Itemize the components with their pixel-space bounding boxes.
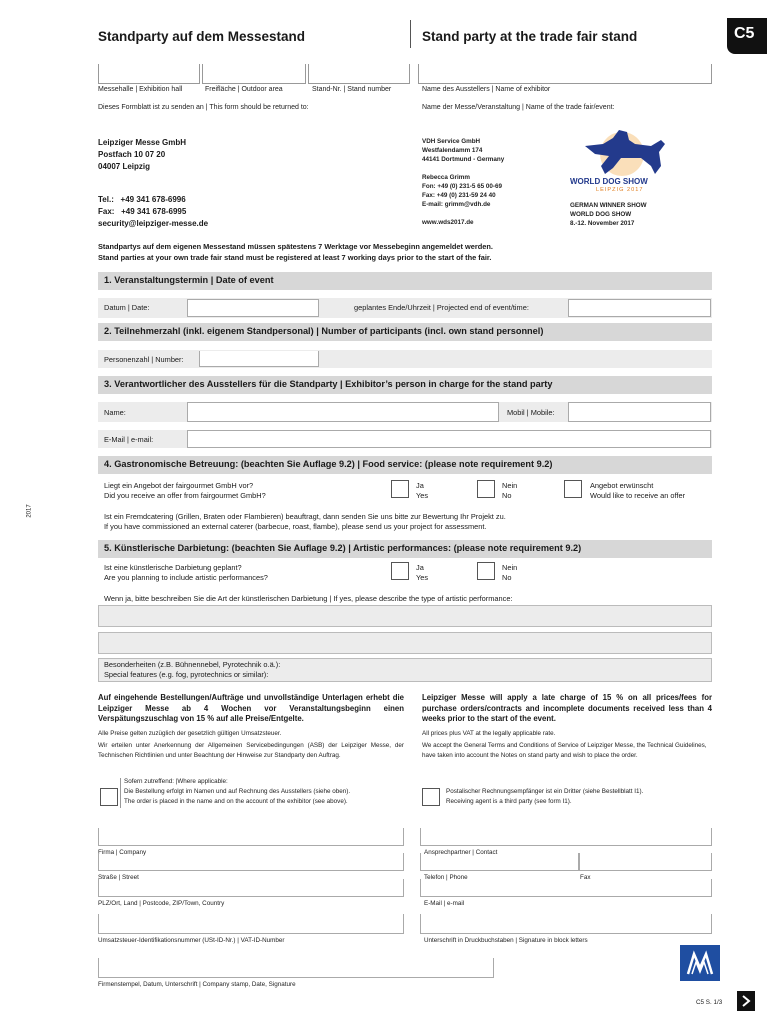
food-offer-de: Angebot erwünscht	[590, 481, 654, 490]
logo-dates: 8.-12. November 2017	[570, 220, 635, 227]
describe-label: Wenn ja, bitte beschreiben Sie die Art der künstlerischen Darbietung | If yes, please describe the type of artistic performance:	[104, 594, 513, 603]
label-hall: Messehalle | Exhibition hall	[98, 86, 183, 93]
address-left-line2: Postfach 10 07 20	[98, 150, 166, 159]
address-right-email: E-mail: grimm@vdh.de	[422, 201, 491, 208]
terms-de-2: Wir erteilen unter Anerkennung der Allgemeinen Servicebedingungen (ASB) der Leipziger Messe, der Technischen Richtlinien und unter Beachtung der Hinweise zur Standparty den Auftrag.	[98, 742, 404, 759]
terms-en-1: All prices plus VAT at the legally applicable rate.	[422, 730, 556, 737]
address-left-line3: 04007 Leipzig	[98, 162, 151, 171]
block-letters-label: Unterschrift in Druckbuchstaben | Signature in block letters	[424, 937, 588, 944]
street-field[interactable]	[98, 853, 404, 871]
terms-de-bold: Auf eingehende Bestellungen/Aufträge und unvollständige Unterlagen erhebt die Leipziger Messe ab 4 Wochen vor Veranstaltungsbeginn einen Verspätungszuschlag von 15 % auf alle Preise/Entgelte.	[98, 693, 404, 723]
terms-en-2: We accept the General Terms and Conditions of Service of Leipziger Messe, the Technical Guidelines, have taken into account the Notes on stand party and wish to place the order.	[422, 742, 707, 759]
catering-de: Ist ein Fremdcatering (Grillen, Braten oder Flambieren) beauftragt, dann senden Sie uns bitte zur Bewertung Ihr Projekt zu.	[104, 512, 506, 521]
page-number: C5 S. 1/3	[696, 999, 723, 1006]
food-nein: Nein	[502, 481, 518, 490]
mobile-label: Mobil | Mobile:	[507, 408, 555, 417]
address-right-contact: Rebecca Grimm	[422, 174, 470, 181]
date-input[interactable]	[187, 299, 319, 317]
email-contact-label: E-Mail | e-mail	[424, 900, 465, 907]
address-right-line3: 44141 Dortmund - Germany	[422, 156, 505, 163]
dog-logo-icon	[575, 126, 670, 178]
applicable-en: The order is placed in the name and on the account of the exhibitor (see above).	[124, 798, 348, 805]
mm-logo-icon	[686, 950, 714, 976]
third-party-checkbox[interactable]	[422, 788, 440, 806]
describe-input-1[interactable]	[98, 605, 712, 627]
terms-de-1: Alle Preise gelten zuzüglich der gesetzlich gültigen Umsatzsteuer.	[98, 730, 282, 737]
address-right-fax: Fax: +49 (0) 231-59 24 40	[422, 192, 496, 199]
logo-show1: GERMAN WINNER SHOW	[570, 202, 647, 209]
food-no: No	[502, 491, 512, 500]
applicable-r-de: Postalischer Rechnungsempfänger ist ein Dritter (siehe Bestellblatt I1).	[446, 788, 644, 795]
food-yes: Yes	[416, 491, 429, 500]
applicable-de: Die Bestellung erfolgt im Namen und auf Rechnung des Ausstellers (siehe oben).	[124, 788, 351, 795]
artistic-no: No	[502, 573, 512, 582]
section-1-header: 1. Veranstaltungstermin | Date of event	[98, 272, 712, 290]
city-label: PLZ/Ort, Land | Postcode, ZIP/Town, Country	[98, 900, 225, 907]
applicable-bracket	[120, 778, 121, 808]
company-label: Firma | Company	[98, 849, 147, 856]
form-badge-label: C5	[734, 25, 755, 42]
block-letters-field[interactable]	[420, 914, 712, 934]
contact-label: Ansprechpartner | Contact	[424, 849, 498, 856]
artistic-question-de: Ist eine künstlerische Darbietung geplant?	[104, 563, 242, 572]
logo-sub: LEIPZIG 2017	[596, 187, 644, 193]
food-ja: Ja	[416, 481, 424, 490]
notice-en: Stand parties at your own trade fair stand must be registered at least 7 working days prior to the start of the fair.	[98, 253, 492, 262]
vat-label: Umsatzsteuer-Identifikationsnummer (USt-ID-Nr.) | VAT-ID-Number	[98, 937, 285, 944]
address-right-web: www.wds2017.de	[422, 219, 474, 226]
address-left-line1: Leipziger Messe GmbH	[98, 138, 187, 147]
address-right-fon: Fon: +49 (0) 231-5 65 00-69	[422, 183, 502, 190]
food-offer-en: Would like to receive an offer	[590, 491, 686, 500]
section-5-header: 5. Künstlerische Darbietung: (beachten Sie Auflage 9.2) | Artistic performances: (please note requirement 9.2)	[98, 540, 712, 558]
artistic-yes: Yes	[416, 573, 429, 582]
company-field[interactable]	[98, 828, 404, 846]
label-stand: Stand-Nr. | Stand number	[312, 86, 392, 93]
logo-name: WORLD DOG SHOW	[570, 177, 648, 186]
address-right-line2: Westfalendamm 174	[422, 147, 483, 154]
applicable-r-en: Receiving agent is a third party (see form I1).	[446, 798, 572, 805]
special-de: Besonderheiten (z.B. Bühnennebel, Pyrotechnik o.ä.):	[104, 660, 281, 669]
artistic-nein: Nein	[502, 563, 518, 572]
phone-label: Telefon | Phone	[424, 874, 468, 881]
email-input[interactable]	[187, 430, 711, 448]
food-offer-checkbox[interactable]	[564, 480, 582, 498]
food-question-de: Liegt ein Angebot der fairgourmet GmbH vor?	[104, 481, 254, 490]
persons-input[interactable]	[199, 351, 319, 367]
fax-label: Fax	[580, 874, 591, 881]
date-label: Datum | Date:	[104, 303, 150, 312]
vat-field[interactable]	[98, 914, 404, 934]
title-de: Standparty auf dem Messestand	[98, 29, 306, 44]
section-4-header: 4. Gastronomische Betreuung: (beachten Sie Auflage 9.2) | Food service: (please note requirement 9.2)	[98, 456, 712, 474]
planned-end-input[interactable]	[568, 299, 711, 317]
city-field[interactable]	[98, 879, 404, 897]
persons-label: Personenzahl | Number:	[104, 355, 184, 364]
event-name-label: Name der Messe/Veranstaltung | Name of the trade fair/event:	[422, 104, 615, 111]
address-left-fax: Fax: +49 341 678-6995	[98, 207, 187, 216]
name-input[interactable]	[187, 402, 499, 422]
describe-input-2[interactable]	[98, 632, 712, 654]
outdoor-area-input[interactable]	[202, 64, 306, 84]
terms-en-bold: Leipziger Messe will apply a late charge of 15 % on all prices/fees for purchase orders/contracts and incomplete documents received less than 4 weeks prior to the start of the event.	[422, 693, 712, 723]
artistic-ja: Ja	[416, 563, 424, 572]
logo-show2: WORLD DOG SHOW	[570, 211, 632, 218]
artistic-no-checkbox[interactable]	[477, 562, 495, 580]
address-left-email: security@leipziger-messe.de	[98, 219, 209, 228]
section-2-row	[98, 350, 712, 368]
stamp-signature-field[interactable]	[98, 958, 494, 978]
notice-de: Standpartys auf dem eigenen Messestand müssen spätestens 7 Werktage vor Messebeginn angemeldet werden.	[98, 242, 493, 251]
next-arrow-icon	[741, 995, 751, 1007]
artistic-question-en: Are you planning to include artistic performances?	[104, 573, 268, 582]
food-yes-checkbox[interactable]	[391, 480, 409, 498]
applicable-head: Sofern zutreffend: |Where applicable:	[124, 778, 228, 785]
exhibitor-name-input[interactable]	[418, 64, 712, 84]
phone-field[interactable]	[420, 853, 580, 871]
fax-field[interactable]	[578, 853, 712, 871]
exhibition-hall-input[interactable]	[98, 64, 200, 84]
email-contact-field[interactable]	[420, 879, 712, 897]
stand-number-input[interactable]	[308, 64, 410, 84]
catering-en: If you have commissioned an external caterer (barbecue, roast, flambe), please send us your project for assessment.	[104, 522, 487, 531]
street-label: Straße | Street	[98, 874, 139, 881]
special-en: Special features (e.g. fog, pyrotechnics or similar):	[104, 670, 269, 679]
side-year: 2017	[26, 504, 33, 518]
email-label: E-Mail | e-mail:	[104, 435, 154, 444]
food-no-checkbox[interactable]	[477, 480, 495, 498]
section-3-header: 3. Verantwortlicher des Ausstellers für die Standparty | Exhibitor’s person in charge for the stand party	[98, 376, 712, 394]
title-en: Stand party at the trade fair stand	[422, 29, 638, 44]
artistic-yes-checkbox[interactable]	[391, 562, 409, 580]
exhibitor-account-checkbox[interactable]	[100, 788, 118, 806]
label-outdoor: Freifläche | Outdoor area	[205, 86, 283, 93]
section-2-header: 2. Teilnehmerzahl (inkl. eigenem Standpersonal) | Number of participants (incl. own stand personnel)	[98, 323, 712, 341]
name-label: Name:	[104, 408, 126, 417]
return-note: Dieses Formblatt ist zu senden an | This form should be returned to:	[98, 104, 309, 111]
food-question-en: Did you receive an offer from fairgourmet GmbH?	[104, 491, 266, 500]
label-exhibitor: Name des Ausstellers | Name of exhibitor	[422, 86, 551, 93]
stamp-label: Firmenstempel, Datum, Unterschrift | Company stamp, Date, Signature	[98, 981, 296, 988]
address-right-line1: VDH Service GmbH	[422, 138, 481, 145]
header-divider	[410, 20, 411, 48]
contact-field[interactable]	[420, 828, 712, 846]
planned-end-label: geplantes Ende/Uhrzeit | Projected end of event/time:	[354, 303, 529, 312]
address-left-tel: Tel.: +49 341 678-6996	[98, 195, 186, 204]
mobile-input[interactable]	[568, 402, 711, 422]
